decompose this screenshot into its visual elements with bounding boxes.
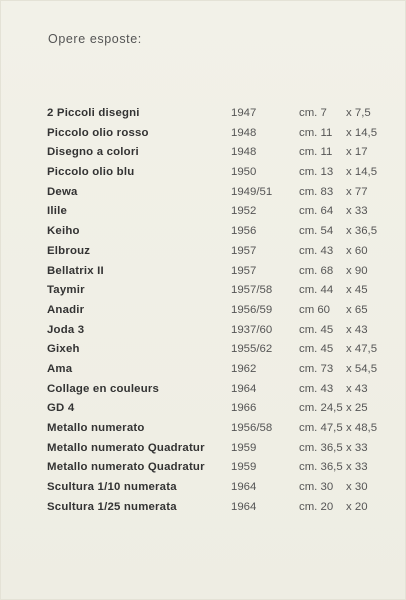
work-row: [0, 399, 406, 419]
work-row: [0, 104, 406, 124]
work-row: [0, 340, 406, 360]
work-title: Ama: [47, 362, 73, 375]
work-year: 1964: [231, 500, 257, 513]
work-row: [0, 281, 406, 301]
work-year: 1962: [231, 362, 257, 375]
work-title: Gixeh: [47, 343, 80, 356]
work-size: cm. 36,5: [299, 441, 343, 454]
work-size: cm. 36,5: [299, 461, 343, 474]
work-size: cm 60: [299, 303, 331, 316]
work-dimensions: x 7,5: [346, 107, 371, 119]
work-title: Disegno a colori: [47, 146, 139, 159]
work-row: [0, 458, 406, 478]
work-row: [0, 301, 406, 321]
work-row: [0, 498, 406, 518]
work-year: 1948: [231, 126, 257, 139]
work-year: 1956/58: [231, 422, 273, 434]
work-title: Keiho: [47, 225, 80, 238]
work-year: 1966: [231, 402, 257, 415]
work-size: cm. 43: [299, 244, 334, 257]
work-dimensions: x 33: [346, 461, 368, 474]
work-dimensions: x 33: [346, 441, 368, 454]
work-dimensions: x 45: [346, 284, 368, 297]
work-size: cm. 13: [299, 166, 334, 179]
work-size: cm. 45: [299, 323, 334, 336]
work-year: 1952: [231, 205, 257, 218]
work-dimensions: x 47,5: [346, 343, 378, 356]
work-size: cm. 45: [299, 343, 334, 356]
work-dimensions: x 43: [346, 382, 368, 395]
work-row: [0, 380, 406, 400]
work-title: Collage en couleurs: [47, 382, 160, 395]
work-year: 1937/60: [231, 323, 273, 336]
work-size: cm. 43: [299, 382, 334, 395]
work-dimensions: x 43: [346, 323, 368, 336]
work-year: 1947: [231, 107, 257, 119]
work-row: [0, 124, 406, 144]
work-title: Elbrouz: [47, 244, 91, 257]
work-title: GD 4: [47, 402, 75, 415]
work-row: [0, 163, 406, 183]
work-row: [0, 183, 406, 203]
work-size: cm. 11: [299, 126, 333, 139]
page-heading: Opere esposte:: [48, 32, 142, 46]
work-size: cm. 73: [299, 362, 334, 375]
work-title: Metallo numerato: [47, 422, 145, 434]
work-dimensions: x 90: [346, 264, 368, 277]
work-title: Taymir: [47, 284, 85, 297]
work-size: cm. 54: [299, 225, 334, 238]
work-year: 1959: [231, 441, 257, 454]
work-row: [0, 262, 406, 282]
work-size: cm. 68: [299, 264, 334, 277]
work-row: [0, 321, 406, 341]
work-year: 1956/59: [231, 303, 273, 316]
work-year: 1949/51: [231, 185, 273, 198]
work-dimensions: x 77: [346, 185, 368, 198]
works-list: [0, 104, 406, 517]
work-row: [0, 439, 406, 459]
work-size: cm. 47,5: [299, 422, 343, 434]
work-dimensions: x 60: [346, 244, 368, 257]
work-year: 1957: [231, 264, 257, 277]
work-title: Scultura 1/10 numerata: [47, 481, 177, 494]
work-dimensions: x 33: [346, 205, 368, 218]
work-row: [0, 222, 406, 242]
work-year: 1957/58: [231, 284, 273, 297]
work-dimensions: x 14,5: [346, 126, 378, 139]
work-year: 1964: [231, 481, 257, 494]
work-year: 1957: [231, 244, 257, 257]
work-title: Joda 3: [47, 323, 85, 336]
work-dimensions: x 48,5: [346, 422, 378, 434]
work-title: Piccolo olio rosso: [47, 126, 149, 139]
work-year: 1950: [231, 166, 257, 179]
work-title: 2 Piccoli disegni: [47, 107, 140, 119]
work-size: cm. 64: [299, 205, 334, 218]
work-year: 1964: [231, 382, 257, 395]
work-title: Piccolo olio blu: [47, 166, 135, 179]
work-size: cm. 20: [299, 500, 334, 513]
work-title: Metallo numerato Quadratur: [47, 461, 205, 474]
work-dimensions: x 54,5: [346, 362, 378, 375]
work-row: [0, 419, 406, 439]
work-dimensions: x 20: [346, 500, 368, 513]
work-year: 1955/62: [231, 343, 273, 356]
work-row: [0, 360, 406, 380]
work-dimensions: x 30: [346, 481, 368, 494]
work-title: Scultura 1/25 numerata: [47, 500, 177, 513]
work-size: cm. 7: [299, 107, 327, 119]
work-row: [0, 202, 406, 222]
work-title: Dewa: [47, 185, 78, 198]
work-size: cm. 44: [299, 284, 334, 297]
work-row: [0, 478, 406, 498]
work-dimensions: x 25: [346, 402, 368, 415]
work-year: 1948: [231, 146, 257, 159]
work-size: cm. 24,5: [299, 402, 343, 415]
work-size: cm. 30: [299, 481, 334, 494]
work-title: Ilile: [47, 205, 67, 218]
work-dimensions: x 36,5: [346, 225, 378, 238]
work-title: Bellatrix II: [47, 264, 104, 277]
work-year: 1959: [231, 461, 257, 474]
work-row: [0, 143, 406, 163]
work-dimensions: x 14,5: [346, 166, 378, 179]
work-row: [0, 242, 406, 262]
work-title: Metallo numerato Quadratur: [47, 441, 205, 454]
work-year: 1956: [231, 225, 257, 238]
work-size: cm. 11: [299, 146, 333, 159]
work-dimensions: x 65: [346, 303, 368, 316]
work-dimensions: x 17: [346, 146, 368, 159]
work-title: Anadir: [47, 303, 85, 316]
work-size: cm. 83: [299, 185, 334, 198]
